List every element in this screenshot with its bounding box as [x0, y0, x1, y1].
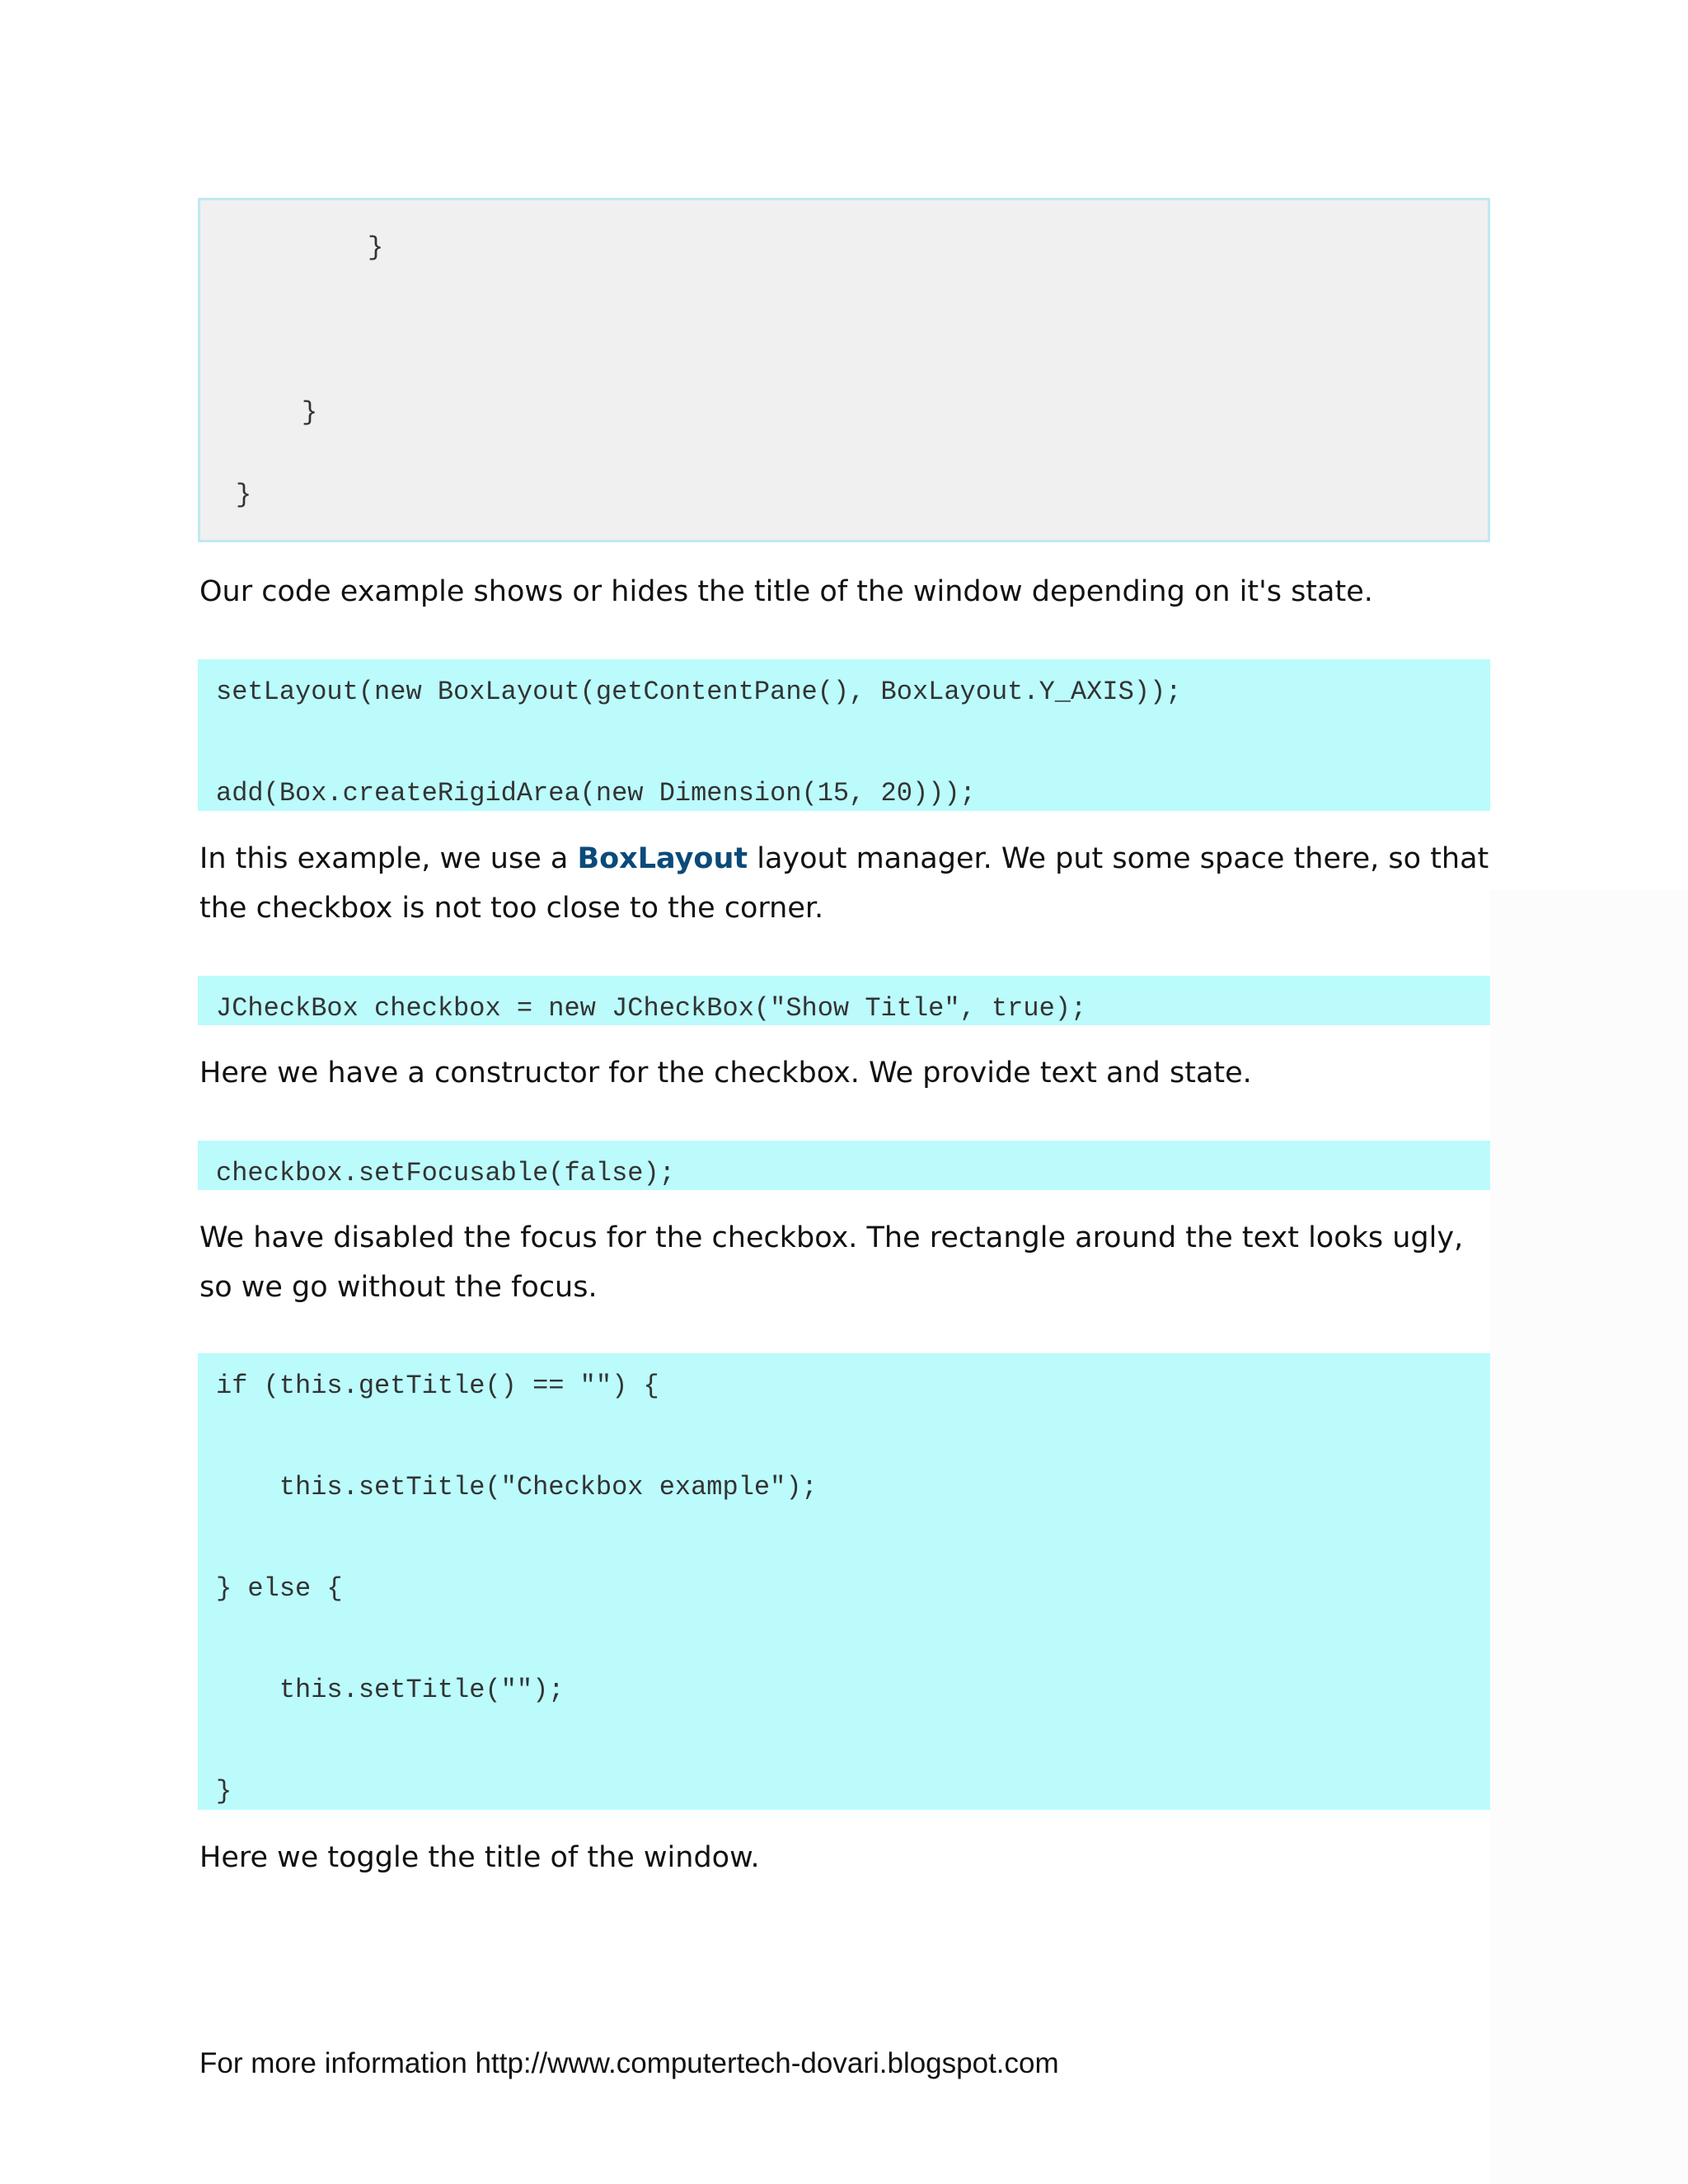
- code-line: this.setTitle("");: [216, 1675, 565, 1705]
- code-block-toggle-title: [198, 1353, 1490, 1810]
- paragraph-focus: We have disabled the focus for the checkbox. The rectangle around the text looks ugly, so we go without the focus.: [199, 1221, 1464, 1304]
- page-edge-shade: [1490, 890, 1688, 2184]
- paragraph-title-toggle-intro: Our code example shows or hides the title of the window depending on it's state.: [199, 575, 1373, 608]
- footer-info: For more information http://www.computertech-dovari.blogspot.com: [199, 2047, 1059, 2079]
- paragraph-constructor: Here we have a constructor for the checkbox. We provide text and state.: [199, 1057, 1252, 1090]
- keyword-boxlayout: BoxLayout: [577, 842, 748, 875]
- paragraph-text: layout manager. We put some space there, so that the checkbox is not too close to the corner.: [199, 842, 1489, 925]
- code-block-checkbox-constructor: [198, 976, 1490, 1025]
- code-line: checkbox.setFocusable(false);: [216, 1158, 675, 1188]
- code-line: }: [368, 232, 384, 263]
- paragraph-toggle: Here we toggle the title of the window.: [199, 1841, 760, 1874]
- code-line: }: [236, 480, 252, 510]
- paragraph-boxlayout: [199, 834, 1493, 933]
- code-line: }: [302, 397, 318, 428]
- paragraph-text: In this example, we use a: [199, 842, 578, 875]
- code-block-closing-braces: [198, 198, 1490, 542]
- code-block-focusable: [198, 1141, 1490, 1190]
- code-line: setLayout(new BoxLayout(getContentPane(), BoxLayout.Y_AXIS));: [216, 677, 1182, 707]
- code-line: JCheckBox checkbox = new JCheckBox("Show Title", true);: [216, 993, 1087, 1024]
- code-line: if (this.getTitle() == "") {: [216, 1371, 659, 1401]
- code-line: } else {: [216, 1573, 343, 1604]
- code-line: this.setTitle("Checkbox example");: [216, 1472, 818, 1502]
- code-line: add(Box.createRigidArea(new Dimension(15, 20)));: [216, 778, 976, 808]
- code-line: }: [216, 1776, 232, 1807]
- code-block-layout: [198, 659, 1490, 811]
